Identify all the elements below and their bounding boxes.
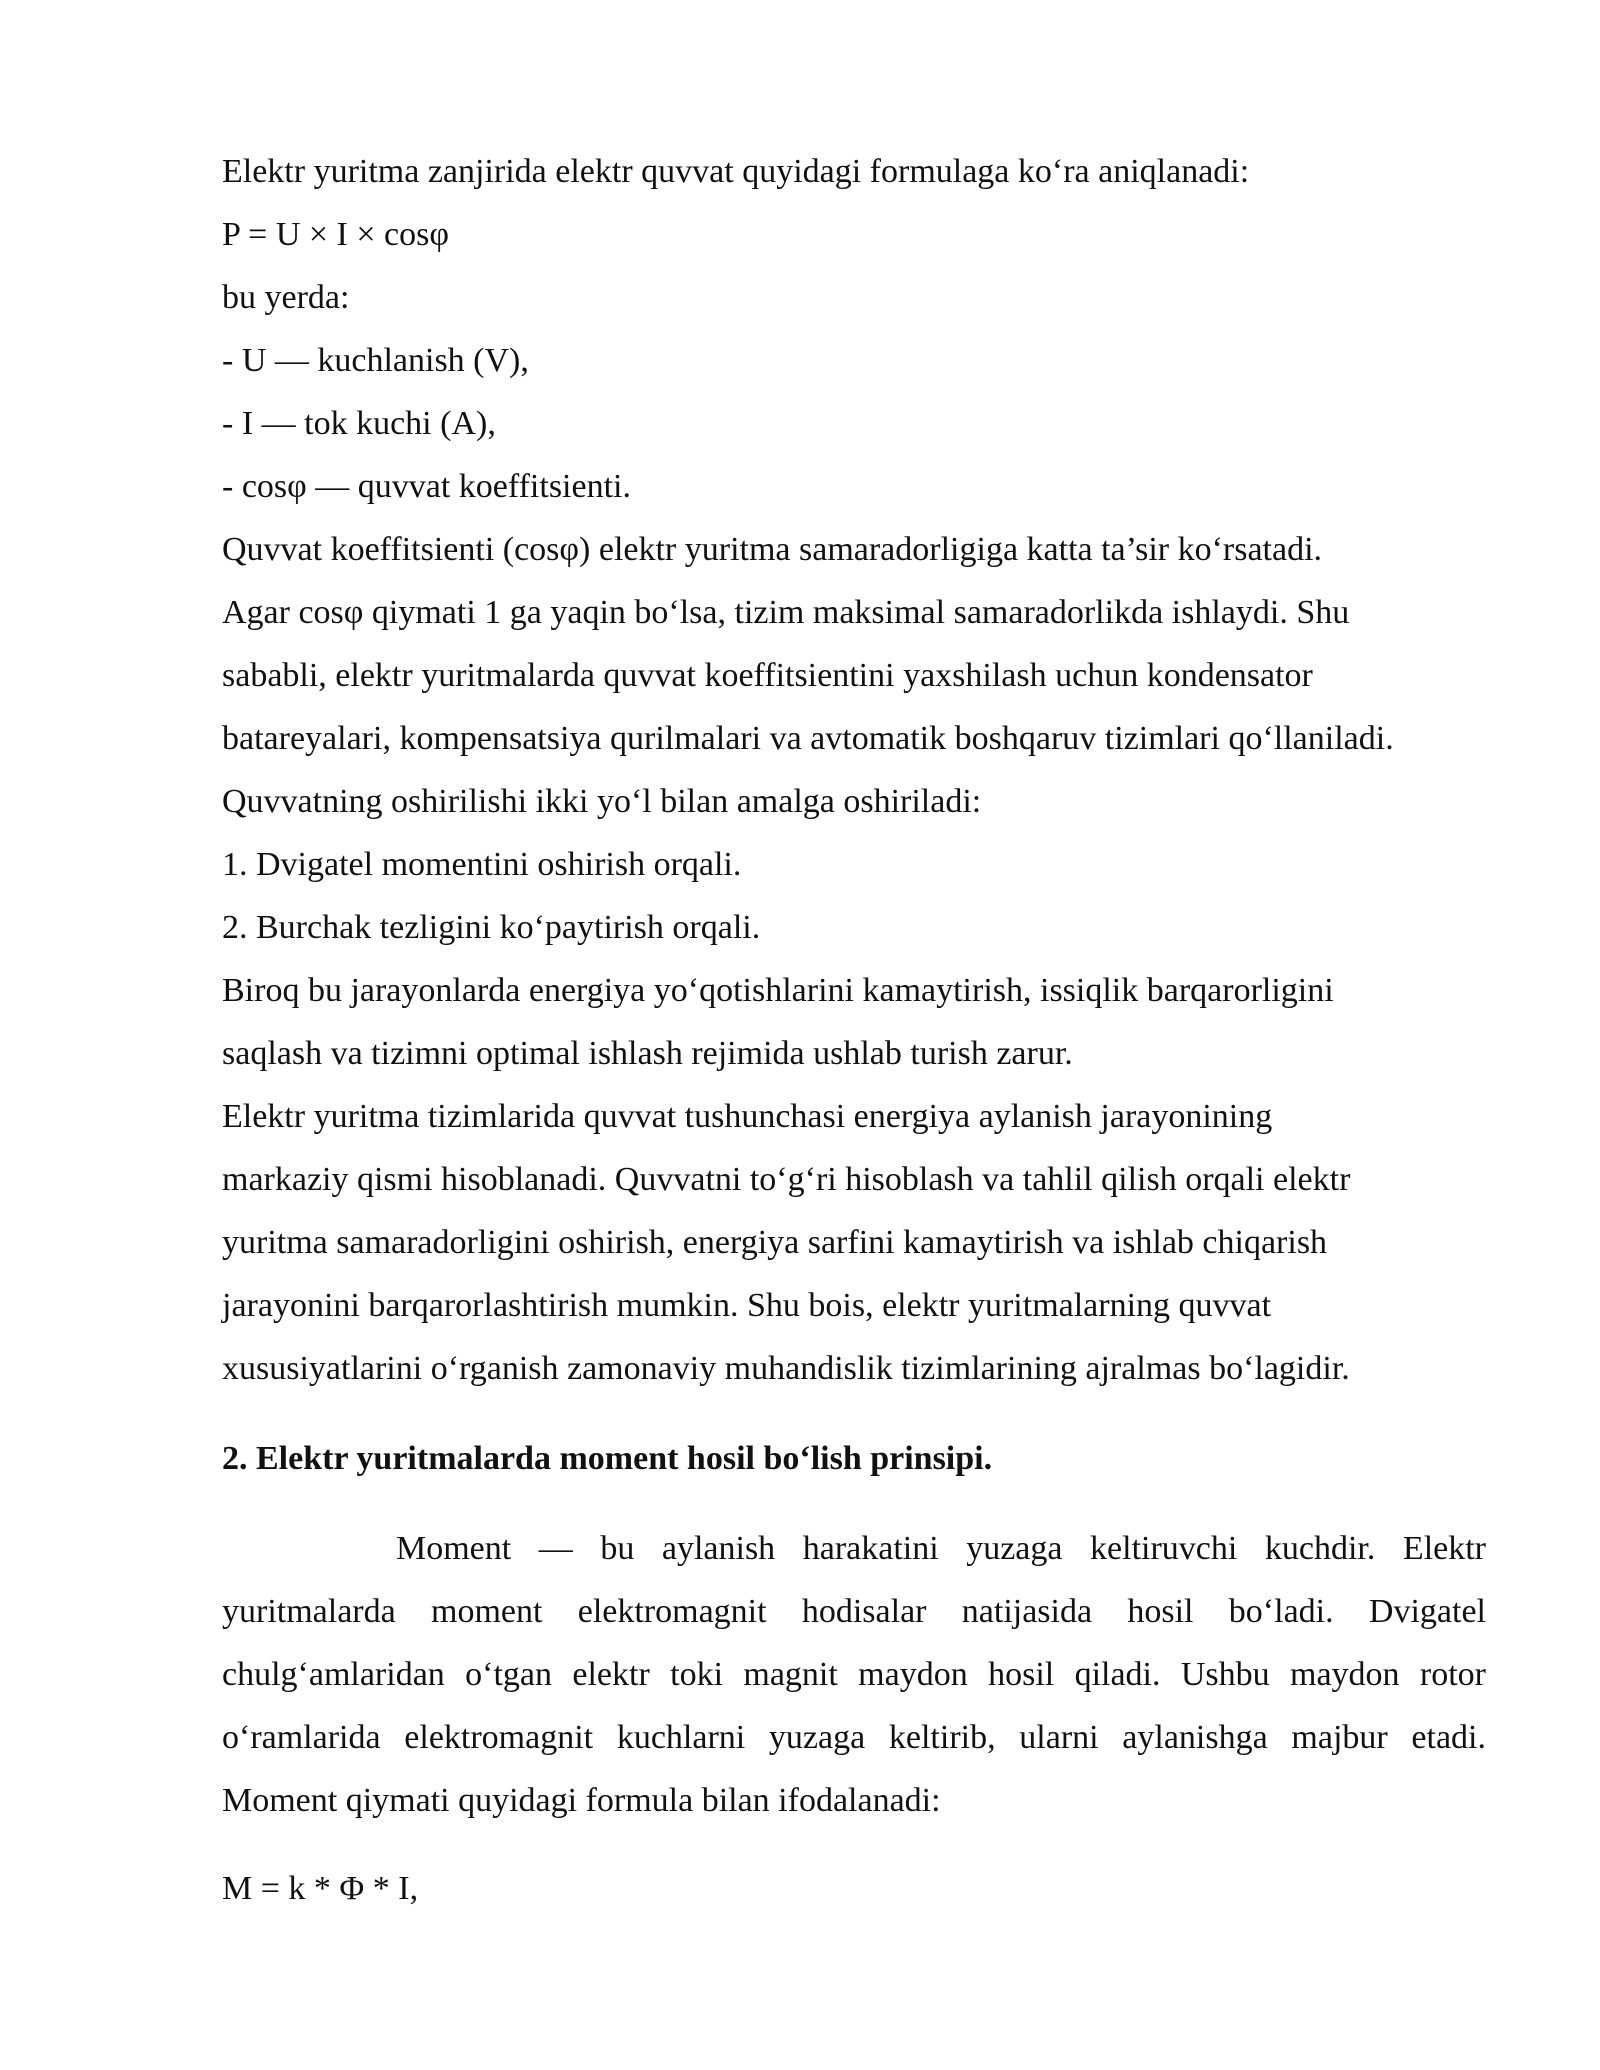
list-item: 1. Dvigatel momentini oshirish orqali. (222, 846, 742, 883)
list-item: 2. Burchak tezligini ko‘paytirish orqali. (222, 909, 761, 946)
moment-formula: M = k * Φ * I, (222, 1870, 419, 1907)
text-line: Quvvat koeffitsienti (cosφ) elektr yuritma samaradorligiga katta ta’sir ko‘rsatadi. (222, 531, 1323, 568)
text-line: saqlash va tizimni optimal ishlash rejimida ushlab turish zarur. (222, 1035, 1073, 1072)
text-line: jarayonini barqarorlashtirish mumkin. Shu bois, elektr yuritmalarning quvvat (222, 1287, 1272, 1324)
definition-current: - I — tok kuchi (A), (222, 405, 496, 442)
definition-power-factor: - cosφ — quvvat koeffitsienti. (222, 468, 631, 505)
text-line: Quvvatning oshirilishi ikki yo‘l bilan amalga oshiriladi: (222, 783, 982, 820)
text-line: sababli, elektr yuritmalarda quvvat koeffitsientini yaxshilash uchun kondensator (222, 657, 1313, 694)
text-line: Agar cosφ qiymati 1 ga yaqin bo‘lsa, tizim maksimal samaradorlikda ishlaydi. Shu (222, 594, 1350, 631)
document-page (222, 140, 1486, 1954)
moment-paragraph: Moment — bu aylanish harakatini yuzaga keltiruvchi kuchdir. Elektr yuritmalarda moment elektromagnit hodisalar natijasida hosil bo‘ladi. Dvigatel chulg‘amlaridan o‘tgan elektr toki magnit maydon hosil qiladi. Ushbu maydon rotor o‘ramlarida elektromagnit kuchlarni yuzaga keltirib, ularni aylanishga majbur etadi. Moment qiymati quyidagi formula bilan ifodalanadi: (222, 1530, 1486, 1819)
definition-voltage: - U — kuchlanish (V), (222, 342, 529, 379)
text-line: Biroq bu jarayonlarda energiya yo‘qotishlarini kamaytirish, issiqlik barqarorligini (222, 972, 1334, 1009)
section-heading: 2. Elektr yuritmalarda moment hosil bo‘lish prinsipi. (222, 1440, 993, 1477)
power-formula: P = U × I × cosφ (222, 216, 449, 253)
text-line: Elektr yuritma tizimlarida quvvat tushunchasi energiya aylanish jarayonining (222, 1098, 1273, 1135)
text-line: batareyalari, kompensatsiya qurilmalari va avtomatik boshqaruv tizimlari qo‘llaniladi. (222, 720, 1394, 757)
intro-line: Elektr yuritma zanjirida elektr quvvat quyidagi formulaga ko‘ra aniqlanadi: (222, 153, 1250, 190)
text-line: markaziy qismi hisoblanadi. Quvvatni to‘g‘ri hisoblash va tahlil qilish orqali elektr (222, 1161, 1351, 1198)
text-line: yuritma samaradorligini oshirish, energiya sarfini kamaytirish va ishlab chiqarish (222, 1224, 1328, 1261)
text-line: xususiyatlarini o‘rganish zamonaviy muhandislik tizimlarining ajralmas bo‘lagidir. (222, 1350, 1350, 1387)
where-label: bu yerda: (222, 279, 350, 316)
